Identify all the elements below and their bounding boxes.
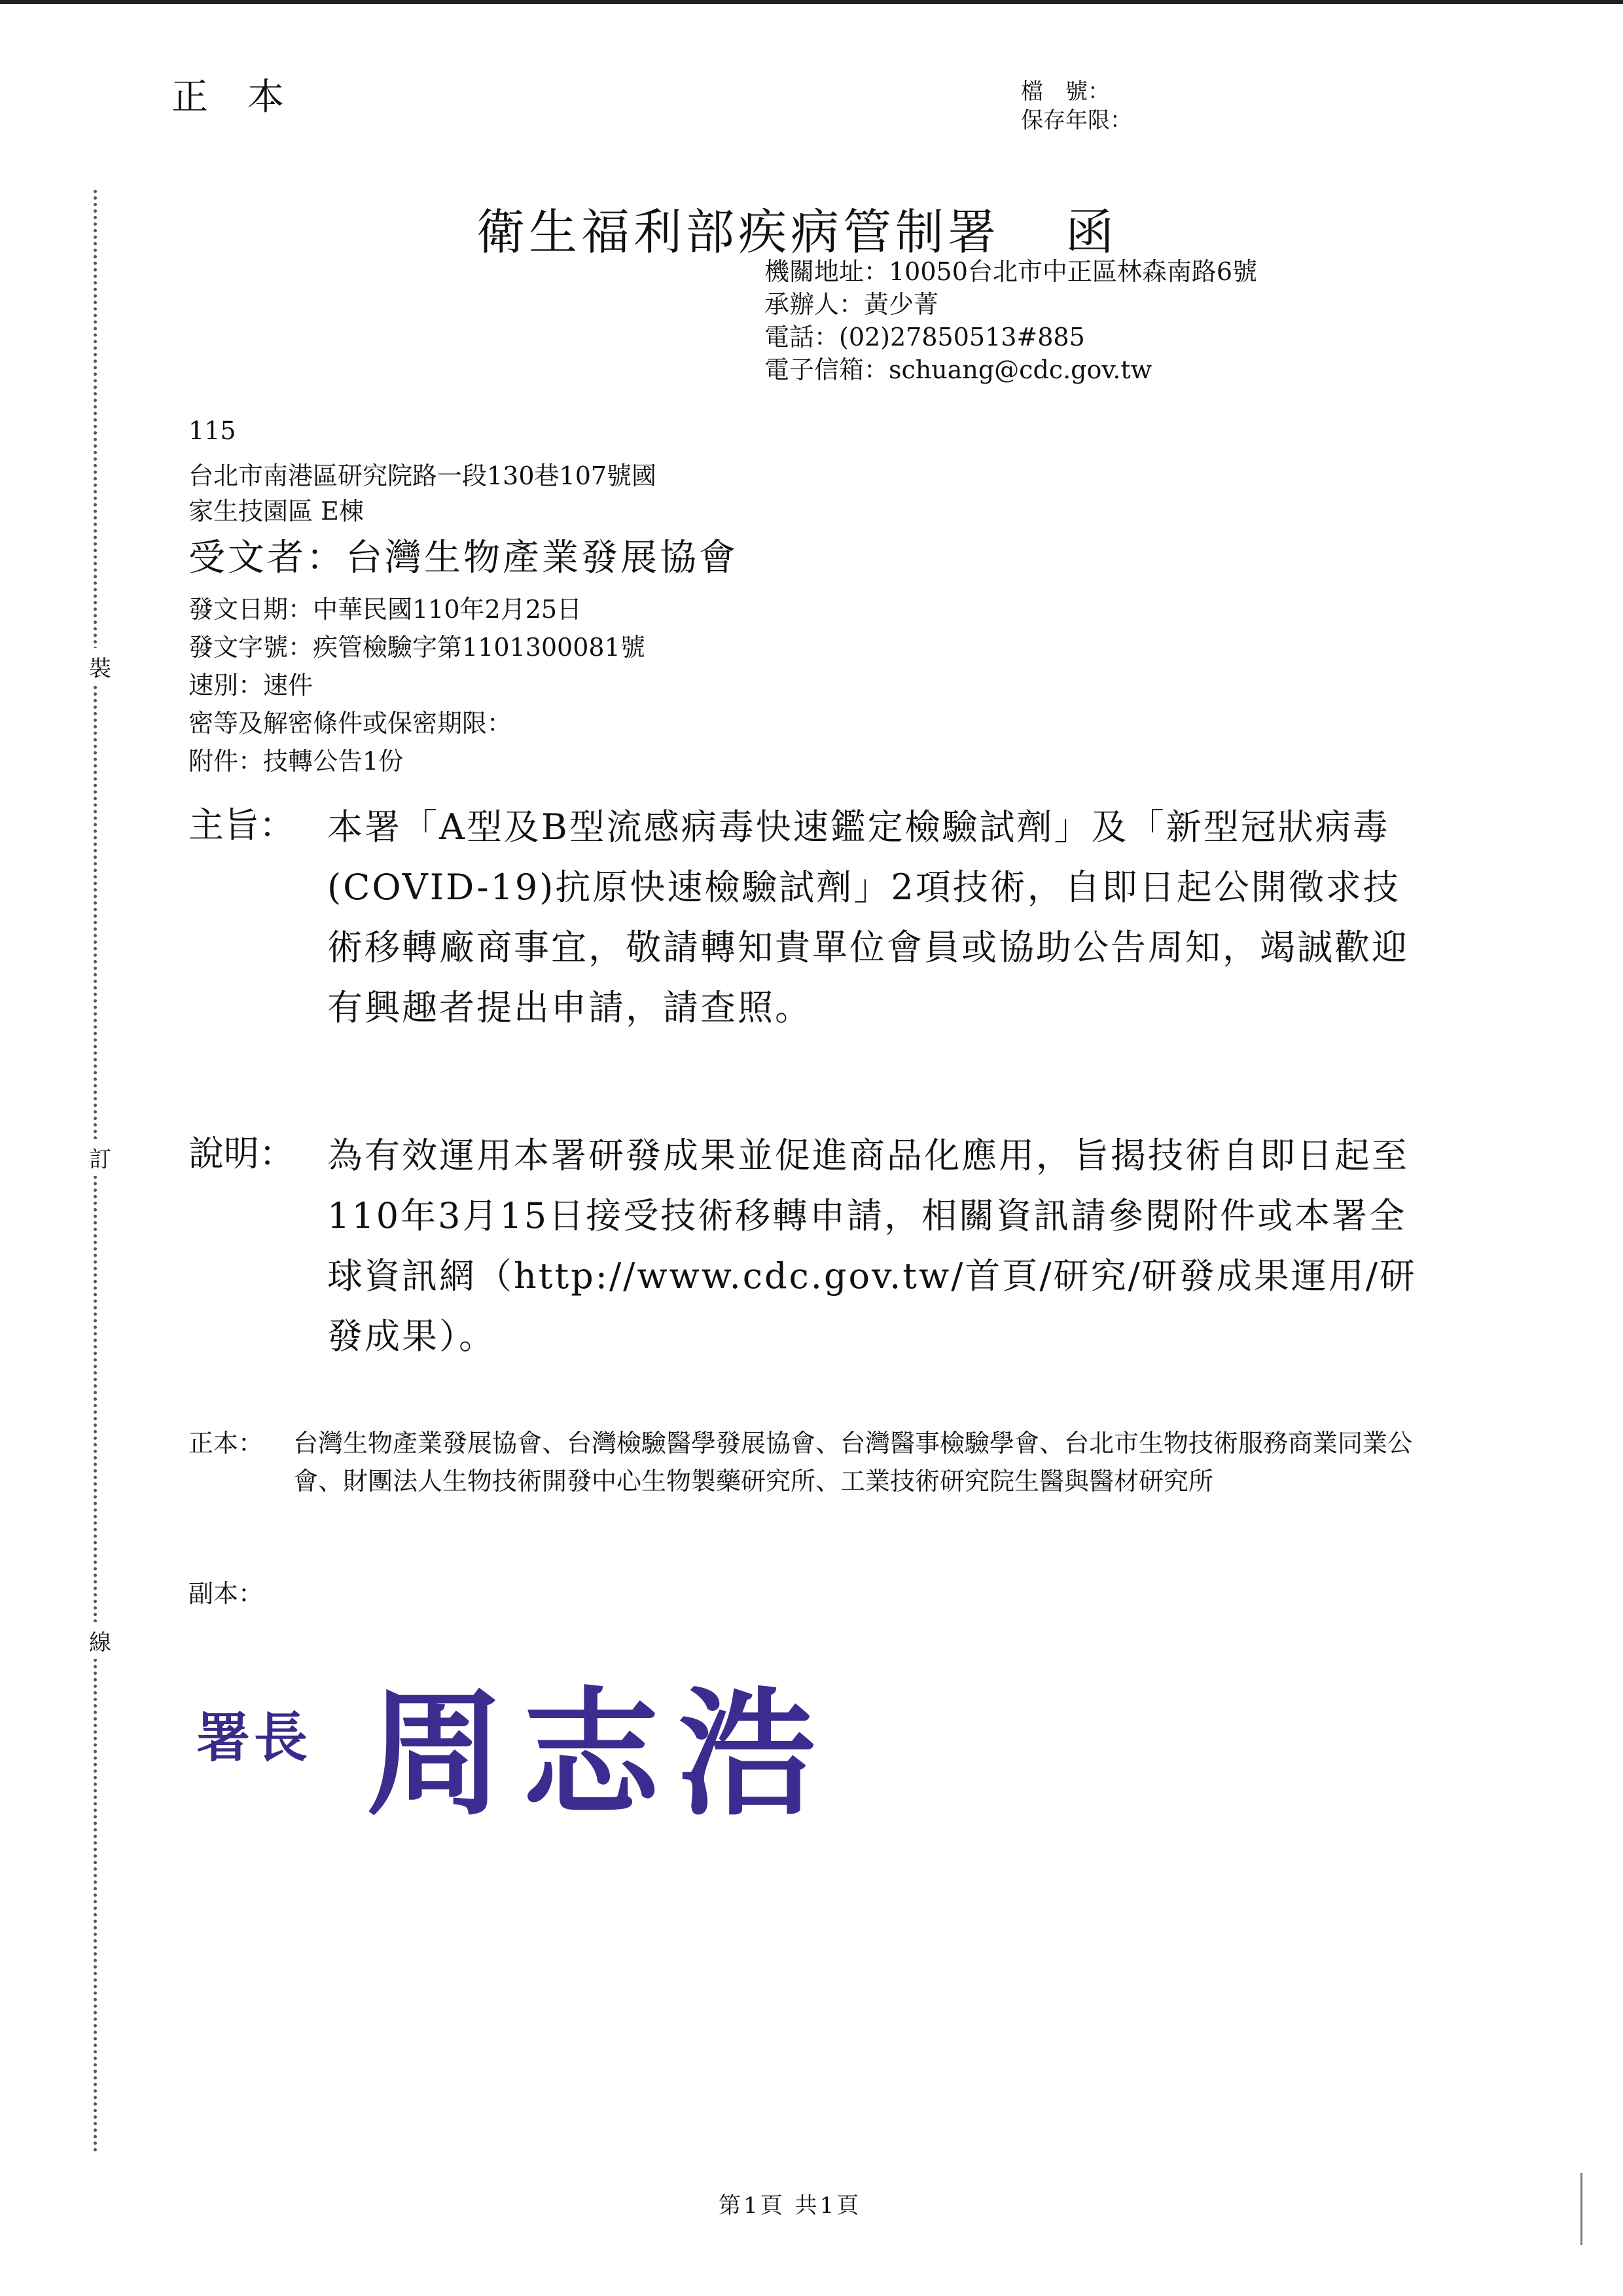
retention-period-label: 保存年限： — [1021, 107, 1132, 134]
handler-name: 承辦人：黃少菁 — [764, 290, 939, 319]
top-border — [0, 0, 1623, 4]
main-recipients-list: 台灣生物產業發展協會、台灣檢驗醫學發展協會、台灣醫事檢驗學會、台北市生物技術服務商業同業公會、財團法人生物技術開發中心生物製藥研究所、工業技術研究院生醫與醫材研究所 — [293, 1429, 1413, 1496]
agency-address: 機關地址：10050台北市中正區林森南路6號 — [764, 257, 1258, 286]
recipient-address — [188, 458, 656, 529]
explanation-text: 為有效運用本署研發成果並促進商品化應用，旨揭技術自即日起至110年3月15日接受技術移轉申請，相關資訊請參閱附件或本署全球資訊網（http://www.cdc.gov.tw/首頁/研究/研發成果運用/研發成果）。 — [327, 1135, 1418, 1357]
recipient-name: 受文者：台灣生物產業發展協會 — [188, 537, 738, 579]
subject-text: 本署「A型及B型流感病毒快速鑑定檢驗試劑」及「新型冠狀病毒(COVID-19)抗原快速檢驗試劑」2項技術，自即日起公開徵求技術移轉廠商事宜，敬請轉知貴單位會員或協助公告周知，竭誠歡迎有興趣者提出申請，請查照。 — [327, 806, 1409, 1028]
signature-title-stamp: 署長 — [196, 1706, 312, 1769]
attachment-info: 附件：技轉公告1份 — [188, 747, 404, 776]
scan-edge-mark — [1580, 2173, 1582, 2245]
signature-name-stamp: 周志浩 — [366, 1673, 834, 1835]
agency-title — [476, 194, 1118, 263]
issue-date: 發文日期：中華民國110年2月25日 — [188, 595, 582, 624]
agency-name: 衛生福利部疾病管制署 — [476, 204, 1000, 260]
recipient-address-line-1: 台北市南港區研究院路一段130巷107號國 — [188, 461, 657, 490]
delivery-speed: 速別：速件 — [188, 671, 313, 700]
copy-recipients-label: 副本： — [188, 1579, 264, 1608]
file-info — [1021, 77, 1132, 135]
main-recipients-label: 正本： — [188, 1429, 264, 1458]
subject-label: 主旨： — [188, 804, 294, 846]
file-number-label: 檔 號： — [1021, 79, 1110, 105]
document-meta — [188, 590, 645, 780]
binding-char-zhuang: 裝 — [89, 648, 111, 685]
document-type: 函 — [1065, 204, 1118, 260]
page-number: 第1頁 共1頁 — [719, 2193, 862, 2219]
recipient-address-line-2: 家生技園區 E棟 — [188, 497, 364, 526]
postal-code: 115 — [188, 416, 236, 445]
document-number: 發文字號：疾管檢驗字第1101300081號 — [188, 633, 645, 662]
binding-char-xian: 線 — [89, 1622, 111, 1659]
contact-block — [764, 255, 1257, 386]
secrecy-level: 密等及解密條件或保密期限： — [188, 709, 512, 738]
phone-number: 電話：(02)27850513#885 — [764, 323, 1085, 351]
binding-char-ding: 訂 — [89, 1139, 111, 1176]
explanation-label: 說明： — [188, 1133, 294, 1174]
copy-type-label: 正本 — [171, 76, 323, 118]
email-address: 電子信箱：schuang@cdc.gov.tw — [764, 355, 1152, 384]
